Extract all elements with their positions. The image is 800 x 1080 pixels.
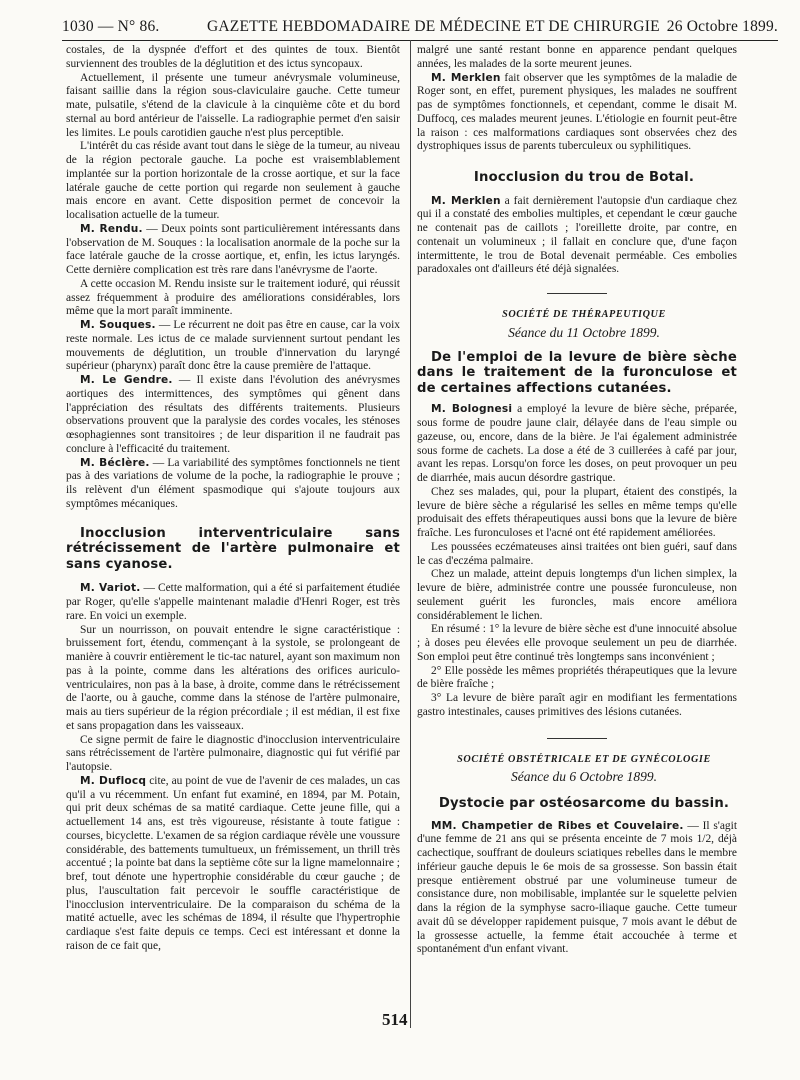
speaker-name: M. Le Gendre.	[80, 374, 173, 386]
speaker-text: — La variabilité des symptômes fonctionnels ne tient pas à des variations de volume de la poche, la radiographie le prouve ; ils relèvent d'un élément spasmodique qui s'ajoute toujours aux symptômes mécaniques.	[66, 456, 400, 510]
speaker-name: M. Béclère.	[80, 456, 150, 469]
paragraph	[417, 820, 737, 958]
paragraph	[66, 223, 400, 278]
paragraph: costales, de la dyspnée d'effort et des quintes de toux. Bientôt surviennent des troubles de la déglutition et des ictus syncopaux.	[66, 44, 400, 70]
speaker-name: M. Bolognesi	[431, 403, 513, 416]
speaker-text: — Cette malformation, qui a été si parfaitement étudiée par Roger, qu'elle s'appelle maintenant maladie d'Henri Roger, est très rare. En voici un exemple.	[66, 582, 400, 622]
section-heading: Inocclusion du trou de Botal.	[473, 170, 695, 185]
speaker-name: M. Duflocq	[80, 774, 147, 787]
speaker-text: — Il existe dans l'évolution des anévrysmes aortiques des intermittences, des symptômes qui gênent dans l'appréciation des résultats des différents traitements. Plusieurs observations prouvent que la paralysie des cordes vocales, les sténoses œsophagiennes sont transitoires ; de leur disparition il ne faudrait pas conclure à l'efficacité du traitement.	[66, 374, 400, 455]
speaker-name: M. Variot.	[80, 582, 141, 595]
paragraph: L'intérêt du cas réside avant tout dans le siège de la tumeur, au niveau de la région pectorale gauche. La poche est vraisemblablement implantée sur la portion horizontale de la crosse aortique, et sur la face latérale gauche de cette portion qui regarde non seulement à gauche mais encore en avant. Cette disposition permet de concevoir la localisation actuelle de la tumeur.	[66, 140, 400, 221]
paragraph: Actuellement, il présente une tumeur anévrysmale volumineuse, faisant saillie dans la région sous-claviculaire gauche. Cette tumeur mate, pulsatile, s'étend de la clavicule à la cinquième côte et du bord sternal au bord antérieur de l'aisselle. La radiographie permet d'en saisir les limites. Le pouls carotidien gauche n'est plus perceptible.	[66, 71, 400, 139]
paragraph: En résumé : 1° la levure de bière sèche est d'une innocuité absolue ; à doses peu élevées elle provoque seulement un peu de diarrhée. Son emploi peut être continué très longtemps sans inconvénient ;	[417, 623, 737, 663]
paragraph	[66, 457, 400, 512]
paragraph: Sur un nourrisson, on pouvait entendre le signe caractéristique : bruissement fort, étendu, commençant à la systole, se prolongeant de manière à couvrir entièrement le tic-tac naturel, ayant son maximum non pas à la pointe, comme dans les altérations des orifices auriculo-ventriculaires, non pas à la base, à droite, comme dans le rétrécissement de l'aorte, ou à gauche, comme dans la sténose de l'artère pulmonaire, mais au tiers supérieur de la région précordiale ; il est médian, il est fixe et sans propagation dans les vaisseaux.	[66, 623, 400, 732]
folio-number: 514	[382, 1010, 408, 1029]
right-column	[417, 44, 737, 957]
speaker-text: a employé la levure de bière sèche, préparée, sous forme de poudre jaune clair, délayée dans de l'eau simple ou gazeuse, ou, encore, dans de la bière. Je l'ai également administrée sous forme de cachets. La dose a été de 3 cuillerées à café par jour, avant les repas. Lorsqu'on force les doses, on peut provoquer un peu de diarrhée, mais aucun désordre gastrique.	[417, 403, 737, 485]
paragraph: Chez un malade, atteint depuis longtemps d'un lichen simplex, la levure de bière, administrée contre une poussée furonculeuse, non seulement guérit les furoncles, mais encore améliora considérablement le lichen.	[417, 568, 737, 622]
speaker-name: M. Souques.	[80, 319, 156, 331]
left-column	[66, 44, 400, 954]
speaker-text: — Il s'agit d'une femme de 21 ans qui se présenta enceinte de 7 mois 1/2, déjà cachectique, souffrant de douleurs sciatiques rebelles dans le membre inférieur gauche depuis le 6e mois de sa grossesse. Son bassin était presque entièrement obstrué par une volumineuse tumeur de consistance dure, non mobilisable, implantée sur le squelette pelvien dans la région de la symphyse sacro-iliaque gauche. Cette tumeur avait dû se développer rapidement puisque, 7 mois avant le début de la grossesse actuelle, la femme était accouchée à terme et spontanément d'un enfant vivant.	[417, 819, 737, 956]
paragraph	[66, 775, 400, 954]
speaker-name: M. Merklen	[431, 194, 501, 207]
section-heading: Dystocie par ostéosarcome du bassin.	[438, 796, 730, 812]
speaker-text: fait observer que les symptômes de la maladie de Roger sont, en effet, purement physiques, les malades ne souffrent pas de symptômes fonctionnels, et cependant, comme le disait M. Duffocq, ces malades meurent jeunes. L'étiologie en fournit peut-être la raison : ces malformations cardiaques sont observées chez des dystrophiques issus de parents tuberculeux ou syphilitiques.	[417, 71, 737, 153]
column-rule	[410, 40, 411, 1028]
session-date: Séance du 6 Octobre 1899.	[510, 769, 658, 785]
section-heading: De l'emploi de la levure de bière sèche dans le traitement de la furonculose et de certaines affections cutanées.	[417, 349, 737, 396]
speaker-text: — Le récurrent ne doit pas être en cause, car la voix reste normale. Les ictus de ce malade surviennent surtout pendant les mouvements de déglutition, un trouble d'innervation du laryngé supérieur (pharynx) paraît donc être la cause première de l'attaque.	[66, 319, 400, 373]
society-title: SOCIÉTÉ OBSTÉTRICALE ET DE GYNÉCOLOGIE	[457, 753, 711, 765]
paragraph: 2° Elle possède les mêmes propriétés thérapeutiques que la levure de bière fraîche ;	[417, 664, 737, 691]
section-heading: Inocclusion interventriculaire sans rétrécissement de l'artère pulmonaire et sans cyanose.	[66, 525, 400, 572]
paragraph	[417, 403, 737, 486]
paragraph: Les poussées eczémateuses ainsi traitées ont bien guéri, sauf dans le cas d'eczéma palmaire.	[417, 540, 737, 567]
speaker-text: cite, au point de vue de l'avenir de ces malades, un cas qu'il a vu récemment. Un enfant fut examiné, en 1894, par M. Potain, qui prit deux schémas de sa matité cardiaque. Cette jeune fille, qui a actuellement 14 ans, est très vigoureuse, résistante à toute fatigue : courses, bicyclette. L'examen de sa région cardiaque révèle une voussure considérable, des battements tumultueux, un frémissement, un thrill très accentué ; la pointe bat dans la septième côte sur la ligne mamelonnaire ; bref, tout dénote une hypertrophie considérable du cœur gauche ; de plus, l'auscultation fait percevoir le souffle caractéristique de l'inocclusion interventriculaire. De la comparaison du schéma de la matité actuelle, avec les schémas de 1894, il résulte que l'hypertrophie cardiaque s'est faite depuis ce temps. Ceci est intéressant et donne la raison de ce fait que,	[66, 774, 400, 952]
paragraph: 3° La levure de bière paraît agir en modifiant les fermentations gastro intestinales, causes primitives des lésions cutanées.	[417, 692, 737, 718]
speaker-text: a fait dernièrement l'autopsie d'un cardiaque chez qui il a constaté des embolies multiples, et cependant le cœur gauche ne contenait pas de caillots ; l'oreillette droite, par contre, en contenait un volumineux ; il fallait en conclure que, d'une façon intermittente, le trou de Botal devenait perméable. Ces embolies paradoxales ont d'ailleurs été déjà signalées.	[417, 194, 737, 276]
paragraph: Ce signe permit de faire le diagnostic d'inocclusion interventriculaire sans rétrécissement de l'artère pulmonaire, diagnostic qui fut vérifié par l'autopsie.	[66, 733, 400, 774]
paragraph	[66, 582, 400, 623]
paragraph: A cette occasion M. Rendu insiste sur le traitement ioduré, qui réussit assez fréquemment à produire des améliorations considérables, lors même que la mort paraît imminente.	[66, 277, 400, 318]
speaker-name: MM. Champetier de Ribes et Couvelaire.	[431, 819, 684, 832]
header-rule	[62, 40, 778, 41]
issue-date: 26 Octobre 1899.	[666, 18, 778, 35]
paragraph: Chez ses malades, qui, pour la plupart, étaient des constipés, la levure de bière sèche a régularisé les selles en même temps qu'elle produisait des effets thérapeutiques aussi bons que la levure de bière fraîche. Les furonculoses et l'acné ont été rapidement améliorées.	[417, 485, 737, 540]
society-title: SOCIÉTÉ DE THÉRAPEUTIQUE	[502, 309, 666, 321]
speaker-name: M. Merklen	[431, 71, 501, 84]
speaker-text: — Deux points sont particulièrement intéressants dans l'observation de M. Souques : la localisation anormale de la poche sur la face latérale gauche de la crosse aortique, et, enfin, les ictus laryngés. Cette dernière complication est très rare dans l'anévrysme de l'aorte.	[66, 222, 400, 276]
paragraph: malgré une santé restant bonne en apparence pendant quelques années, les malades de la sorte meurent jeunes.	[417, 44, 737, 70]
journal-title: GAZETTE HEBDOMADAIRE DE MÉDECINE ET DE CHIRURGIE	[207, 18, 660, 35]
paragraph	[417, 72, 737, 155]
speaker-name: M. Rendu.	[80, 222, 143, 235]
session-date: Séance du 11 Octobre 1899.	[508, 324, 660, 340]
paragraph	[66, 319, 400, 374]
page-number: 1030 — N° 86.	[62, 18, 160, 35]
paragraph	[417, 195, 737, 278]
paragraph	[66, 374, 400, 457]
running-header	[62, 18, 778, 38]
